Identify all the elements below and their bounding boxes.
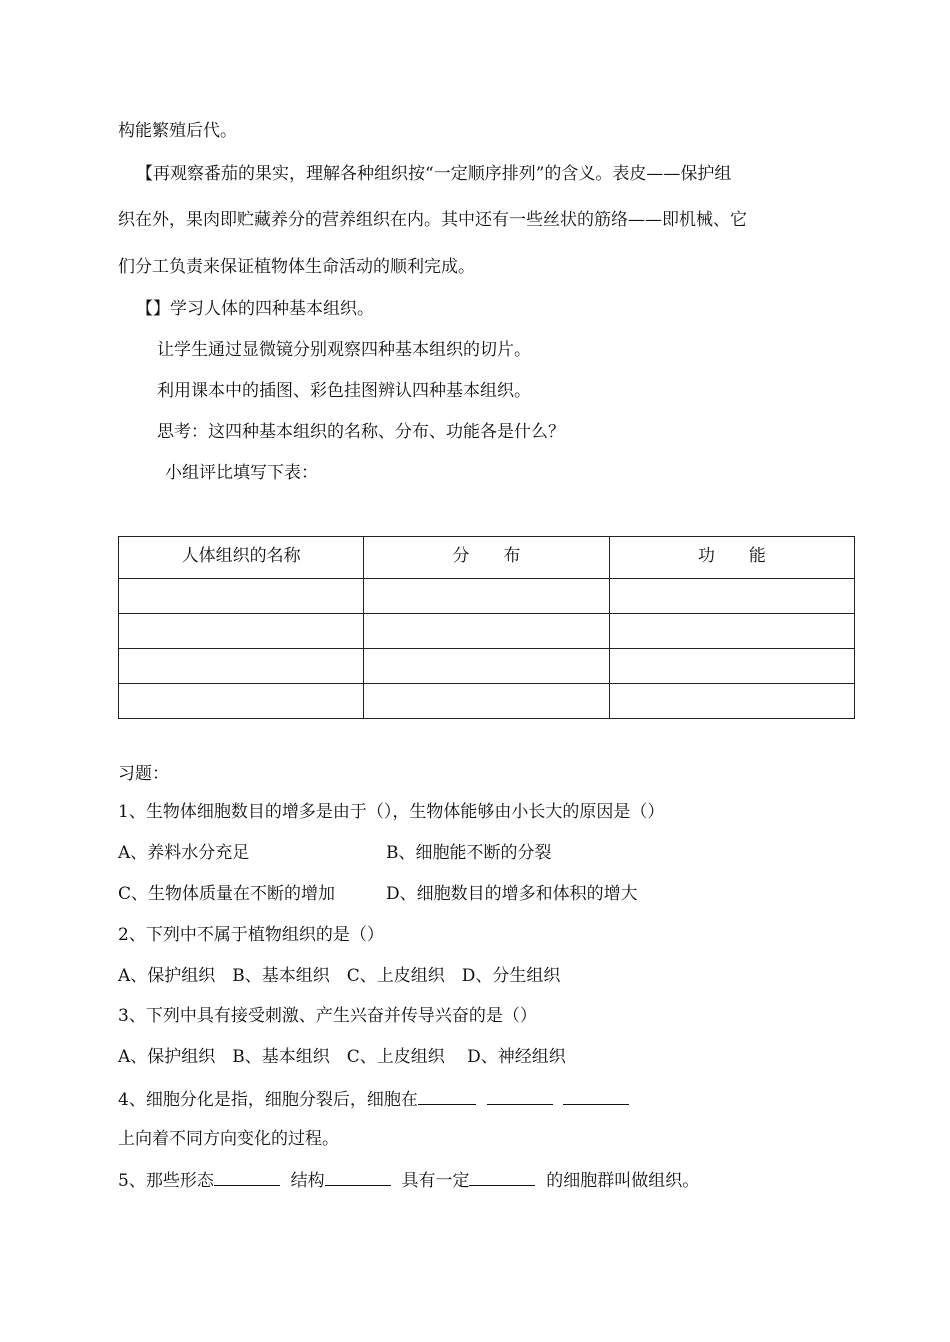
- table-cell[interactable]: [609, 614, 854, 649]
- table-row: [119, 684, 855, 719]
- table-cell[interactable]: [364, 649, 609, 684]
- question-1-option-d: D、细胞数目的增多和体积的增大: [386, 884, 638, 904]
- paragraph-tomato-line3: 们分工负责来保证植物体生命活动的顺利完成。: [118, 257, 475, 277]
- question-2: 2、下列中不属于植物组织的是（）: [118, 925, 384, 945]
- question-3: 3、下列中具有接受刺激、产生兴奋并传导兴奋的是（）: [118, 1006, 537, 1026]
- header-function: 功 能: [609, 537, 854, 579]
- question-5-part-d: 的细胞群叫做组织。: [546, 1171, 700, 1191]
- table-row: [119, 614, 855, 649]
- paragraph-continuation: 构能繁殖后代。: [118, 121, 237, 141]
- table-cell[interactable]: [364, 579, 609, 614]
- question-1: 1、生物体细胞数目的增多是由于（），生物体能够由小长大的原因是（）: [118, 802, 665, 822]
- table-cell[interactable]: [119, 649, 364, 684]
- table-cell[interactable]: [364, 684, 609, 719]
- blank-line[interactable]: [325, 1169, 391, 1186]
- paragraph-fill-table: 小组评比填写下表：: [165, 463, 318, 483]
- table-header-row: [119, 537, 855, 579]
- paragraph-tomato-line2: 织在外，果肉即贮藏养分的营养组织在内。其中还有一些丝状的筋络——即机械、它: [118, 210, 747, 230]
- question-1-option-c: C、生物体质量在不断的增加: [118, 884, 336, 904]
- table-cell[interactable]: [364, 614, 609, 649]
- paragraph-illustrations: 利用课本中的插图、彩色挂图辨认四种基本组织。: [157, 381, 531, 401]
- question-1-option-b: B、细胞能不断的分裂: [386, 843, 552, 863]
- blank-line[interactable]: [563, 1088, 629, 1105]
- table-cell[interactable]: [609, 684, 854, 719]
- tissue-table: [118, 536, 855, 719]
- table-cell[interactable]: [609, 649, 854, 684]
- question-4-text: 4、细胞分化是指，细胞分裂后，细胞在: [118, 1090, 418, 1110]
- question-5-part-a: 5、那些形态: [118, 1171, 214, 1191]
- question-4-continuation: 上向着不同方向变化的过程。: [118, 1129, 339, 1149]
- table-cell[interactable]: [119, 579, 364, 614]
- table-cell[interactable]: [609, 579, 854, 614]
- question-1-option-a: A、养料水分充足: [118, 843, 250, 863]
- question-5-part-c: 具有一定: [401, 1171, 470, 1191]
- question-5: [118, 1169, 699, 1191]
- question-3-options: A、保护组织 B、基本组织 C、上皮组织 D、神经组织: [118, 1047, 566, 1067]
- paragraph-microscope: 让学生通过显微镜分别观察四种基本组织的切片。: [157, 340, 531, 360]
- blank-line[interactable]: [469, 1169, 535, 1186]
- paragraph-tomato-line1: 【再观察番茄的果实，理解各种组织按“一定顺序排列”的含义。表皮——保护组: [136, 164, 732, 184]
- table-row: [119, 649, 855, 684]
- exercises-title: 习题：: [118, 764, 169, 784]
- question-2-options: A、保护组织 B、基本组织 C、上皮组织 D、分生组织: [118, 966, 561, 986]
- question-4: [118, 1088, 629, 1110]
- header-distribution: 分 布: [364, 537, 609, 579]
- blank-line[interactable]: [418, 1088, 476, 1105]
- blank-line[interactable]: [487, 1088, 553, 1105]
- header-tissue-name: 人体组织的名称: [119, 537, 364, 579]
- blank-line[interactable]: [214, 1169, 280, 1186]
- table-row: [119, 579, 855, 614]
- table-cell[interactable]: [119, 684, 364, 719]
- paragraph-human-tissues: 【】学习人体的四种基本组织。: [136, 299, 374, 319]
- question-5-part-b: 结构: [290, 1171, 325, 1191]
- paragraph-think: 思考：这四种基本组织的名称、分布、功能各是什么？: [157, 422, 565, 442]
- table-cell[interactable]: [119, 614, 364, 649]
